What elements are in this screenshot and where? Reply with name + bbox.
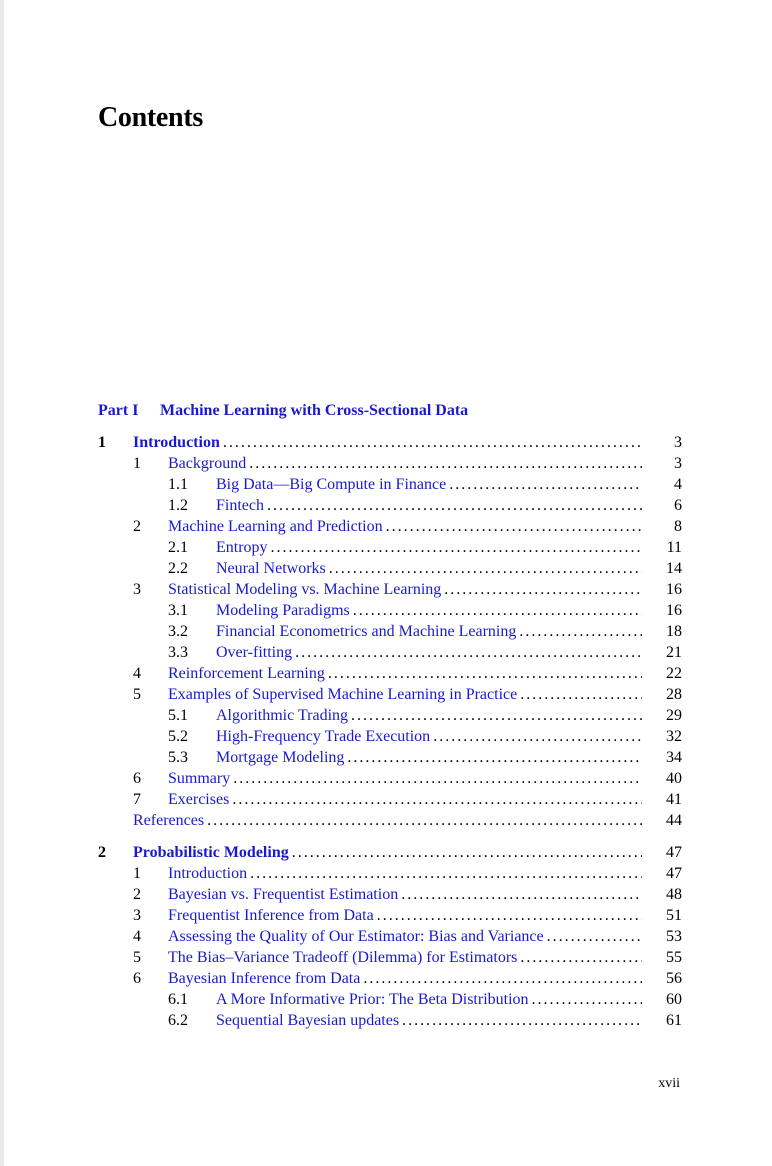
toc-entry[interactable] xyxy=(98,789,682,810)
dot-leader xyxy=(402,1010,642,1031)
toc-entry-title: Sequential Bayesian updates xyxy=(216,1012,400,1029)
toc-entry-title: High-Frequency Trade Execution xyxy=(216,728,431,745)
toc-entry-page: 34 xyxy=(666,749,682,766)
toc-entry-page: 21 xyxy=(666,644,682,661)
toc-entry-page: 14 xyxy=(666,560,682,577)
toc-entry-link[interactable] xyxy=(168,884,642,905)
toc-entry-page: 51 xyxy=(666,907,682,924)
dot-leader xyxy=(444,579,642,600)
toc-entry-number: 1.2 xyxy=(168,497,188,514)
dot-leader xyxy=(207,810,642,831)
toc-entry-link[interactable] xyxy=(216,495,642,516)
toc-entry-title: Introduction xyxy=(168,865,248,882)
toc-entry-number: 2 xyxy=(133,886,141,903)
toc-entry[interactable] xyxy=(98,884,682,905)
toc-entry-number: 3 xyxy=(133,907,141,924)
toc-entry-number: 5.1 xyxy=(168,707,188,724)
toc-entry-number: 5 xyxy=(133,686,141,703)
toc-entry-number: 1.1 xyxy=(168,476,188,493)
toc-entry-link[interactable] xyxy=(216,705,642,726)
toc-entry-number: 3.1 xyxy=(168,602,188,619)
toc-entry-link[interactable] xyxy=(216,747,642,768)
toc-entry[interactable] xyxy=(98,768,682,789)
dot-leader xyxy=(292,842,642,863)
toc-entry-number: 1 xyxy=(133,865,141,882)
toc-entry-number: 2 xyxy=(98,844,106,861)
toc-entry-title: Summary xyxy=(168,770,231,787)
dot-leader xyxy=(532,989,642,1010)
toc-entry-number: 5.3 xyxy=(168,749,188,766)
toc-entry-link[interactable] xyxy=(168,516,642,537)
toc-entry-page: 44 xyxy=(666,812,682,829)
toc-entry-link[interactable] xyxy=(216,989,642,1010)
part-label: Part I xyxy=(98,402,139,419)
toc-entry-page: 61 xyxy=(666,1012,682,1029)
toc-entry[interactable] xyxy=(98,747,682,768)
toc-entry-page: 18 xyxy=(666,623,682,640)
toc-entry-title: Over-fitting xyxy=(216,644,293,661)
dot-leader xyxy=(377,905,642,926)
toc-entry[interactable] xyxy=(98,926,682,947)
toc-entry-title: Statistical Modeling vs. Machine Learning xyxy=(168,581,442,598)
dot-leader xyxy=(449,474,642,495)
toc-entry-link[interactable] xyxy=(168,968,642,989)
toc-entry-number: 3.2 xyxy=(168,623,188,640)
dot-leader xyxy=(271,537,642,558)
dot-leader xyxy=(401,884,642,905)
toc-entry[interactable] xyxy=(98,621,682,642)
toc-entry-link[interactable] xyxy=(216,726,642,747)
toc-entry-link[interactable] xyxy=(133,842,642,863)
toc-entry[interactable] xyxy=(98,968,682,989)
part-heading[interactable] xyxy=(98,402,468,420)
toc-entry-number: 6 xyxy=(133,970,141,987)
toc-entry-title: Bayesian vs. Frequentist Estimation xyxy=(168,886,399,903)
toc-entry-page: 41 xyxy=(666,791,682,808)
toc-entry-link[interactable] xyxy=(168,905,642,926)
toc-entry-page: 53 xyxy=(666,928,682,945)
part-title: Machine Learning with Cross-Sectional Data xyxy=(160,402,469,419)
dot-leader xyxy=(233,768,642,789)
dot-leader xyxy=(295,642,642,663)
toc-entry-page: 3 xyxy=(674,434,682,451)
toc-entry-link[interactable] xyxy=(168,579,642,600)
toc-entry-link[interactable] xyxy=(216,621,642,642)
toc-entry-link[interactable] xyxy=(168,663,642,684)
page-title: Contents xyxy=(98,102,203,133)
toc-entry-page: 55 xyxy=(666,949,682,966)
toc-entry-title: Big Data—Big Compute in Finance xyxy=(216,476,447,493)
dot-leader xyxy=(328,663,642,684)
toc-entry-title: Machine Learning and Prediction xyxy=(168,518,383,535)
toc-entry[interactable] xyxy=(98,537,682,558)
toc-entry-page: 47 xyxy=(666,865,682,882)
toc-entry-number: 5 xyxy=(133,949,141,966)
toc-entry-page: 6 xyxy=(674,497,682,514)
toc-entry-page: 29 xyxy=(666,707,682,724)
toc-entry[interactable] xyxy=(98,663,682,684)
toc-entry-link[interactable] xyxy=(168,768,642,789)
dot-leader xyxy=(519,621,642,642)
toc-entry-number: 1 xyxy=(133,455,141,472)
toc-entry-title: Examples of Supervised Machine Learning in Practice xyxy=(168,686,518,703)
toc-entry-link[interactable] xyxy=(216,1010,642,1031)
toc-entry-link[interactable] xyxy=(216,600,642,621)
toc-entry-title: Mortgage Modeling xyxy=(216,749,345,766)
toc-entry-page: 4 xyxy=(674,476,682,493)
toc-entry-link[interactable] xyxy=(168,789,642,810)
dot-leader xyxy=(386,516,642,537)
toc-entry-title: Fintech xyxy=(216,497,264,514)
dot-leader xyxy=(232,789,642,810)
dot-leader xyxy=(363,968,642,989)
toc-entry-number: 2.1 xyxy=(168,539,188,556)
toc-entry-number: 1 xyxy=(98,434,106,451)
dot-leader xyxy=(267,495,642,516)
toc-entry[interactable] xyxy=(98,516,682,537)
toc-entry-title: The Bias–Variance Tradeoff (Dilemma) for Estimators xyxy=(168,949,518,966)
toc-entry-title: Algorithmic Trading xyxy=(216,707,349,724)
toc-entry-number: 6 xyxy=(133,770,141,787)
toc-entry-title: Reinforcement Learning xyxy=(168,665,325,682)
dot-leader xyxy=(329,558,642,579)
toc-entry-title: Neural Networks xyxy=(216,560,326,577)
toc-entry-page: 16 xyxy=(666,602,682,619)
toc-entry[interactable] xyxy=(98,810,682,831)
toc-entry-link[interactable] xyxy=(216,558,642,579)
toc-entry[interactable] xyxy=(98,495,682,516)
toc-entry-page: 40 xyxy=(666,770,682,787)
toc-entry-page: 47 xyxy=(666,844,682,861)
toc-entry-page: 28 xyxy=(666,686,682,703)
toc-entry[interactable] xyxy=(98,905,682,926)
toc-entry-title: Frequentist Inference from Data xyxy=(168,907,374,924)
toc-entry-number: 6.2 xyxy=(168,1012,188,1029)
toc-entry-link[interactable] xyxy=(216,642,642,663)
toc-entry-title: Financial Econometrics and Machine Learning xyxy=(216,623,517,640)
dot-leader xyxy=(433,726,642,747)
toc-entry-page: 60 xyxy=(666,991,682,1008)
toc-entry-link[interactable] xyxy=(168,947,642,968)
toc-entry-number: 4 xyxy=(133,928,141,945)
toc-entry[interactable] xyxy=(98,600,682,621)
toc-entry-page: 22 xyxy=(666,665,682,682)
dot-leader xyxy=(520,684,642,705)
toc-entry-link[interactable] xyxy=(168,684,642,705)
toc-entry-link[interactable] xyxy=(216,537,642,558)
toc-entry[interactable] xyxy=(98,1010,682,1031)
toc-entry-page: 32 xyxy=(666,728,682,745)
document-page xyxy=(4,0,772,1166)
toc-entry[interactable] xyxy=(98,989,682,1010)
toc-entry[interactable] xyxy=(98,842,682,863)
toc-entry-title: Assessing the Quality of Our Estimator: Bias and Variance xyxy=(168,928,544,945)
dot-leader xyxy=(353,600,642,621)
toc-entry-link[interactable] xyxy=(133,432,642,453)
dot-leader xyxy=(249,453,642,474)
toc-entry-title: Entropy xyxy=(216,539,268,556)
toc-entry[interactable] xyxy=(98,947,682,968)
dot-leader xyxy=(547,926,642,947)
toc-entry-page: 16 xyxy=(666,581,682,598)
toc-entry-page: 48 xyxy=(666,886,682,903)
toc-entry-link[interactable] xyxy=(168,453,642,474)
toc-entry-number: 5.2 xyxy=(168,728,188,745)
toc-entry-link[interactable] xyxy=(216,474,642,495)
toc-entry-link[interactable] xyxy=(168,926,642,947)
toc-entry[interactable] xyxy=(98,684,682,705)
toc-entry-number: 3.3 xyxy=(168,644,188,661)
toc-entry-title: A More Informative Prior: The Beta Distribution xyxy=(216,991,529,1008)
toc-entry[interactable] xyxy=(98,642,682,663)
toc-entry[interactable] xyxy=(98,453,682,474)
toc-entry-page: 56 xyxy=(666,970,682,987)
toc-entry[interactable] xyxy=(98,705,682,726)
toc-entry-link[interactable] xyxy=(133,810,642,831)
page-number: xvii xyxy=(658,1076,680,1091)
toc-entry-number: 2 xyxy=(133,518,141,535)
toc-entry-number: 7 xyxy=(133,791,141,808)
toc-entry[interactable] xyxy=(98,558,682,579)
dot-leader xyxy=(520,947,642,968)
toc-entry[interactable] xyxy=(98,726,682,747)
toc-entry-page: 3 xyxy=(674,455,682,472)
toc-entry-title: References xyxy=(133,812,205,829)
toc-entry-title: Modeling Paradigms xyxy=(216,602,350,619)
toc-entry-number: 6.1 xyxy=(168,991,188,1008)
toc-entry-link[interactable] xyxy=(168,863,642,884)
toc-entry[interactable] xyxy=(98,432,682,453)
toc-entry-title: Introduction xyxy=(133,434,220,451)
dot-leader xyxy=(223,432,642,453)
toc-entry-title: Bayesian Inference from Data xyxy=(168,970,361,987)
dot-leader xyxy=(351,705,642,726)
toc-entry-title: Probabilistic Modeling xyxy=(133,844,289,861)
toc-entry-page: 8 xyxy=(674,518,682,535)
toc-entry-page: 11 xyxy=(666,539,682,556)
toc-entry-title: Exercises xyxy=(168,791,230,808)
toc-entry-title: Background xyxy=(168,455,247,472)
toc-entry-number: 3 xyxy=(133,581,141,598)
dot-leader xyxy=(347,747,642,768)
toc-entry-number: 4 xyxy=(133,665,141,682)
dot-leader xyxy=(250,863,642,884)
toc-entry[interactable] xyxy=(98,579,682,600)
toc-entry[interactable] xyxy=(98,474,682,495)
table-of-contents xyxy=(98,432,682,1031)
toc-entry[interactable] xyxy=(98,863,682,884)
toc-entry-number: 2.2 xyxy=(168,560,188,577)
